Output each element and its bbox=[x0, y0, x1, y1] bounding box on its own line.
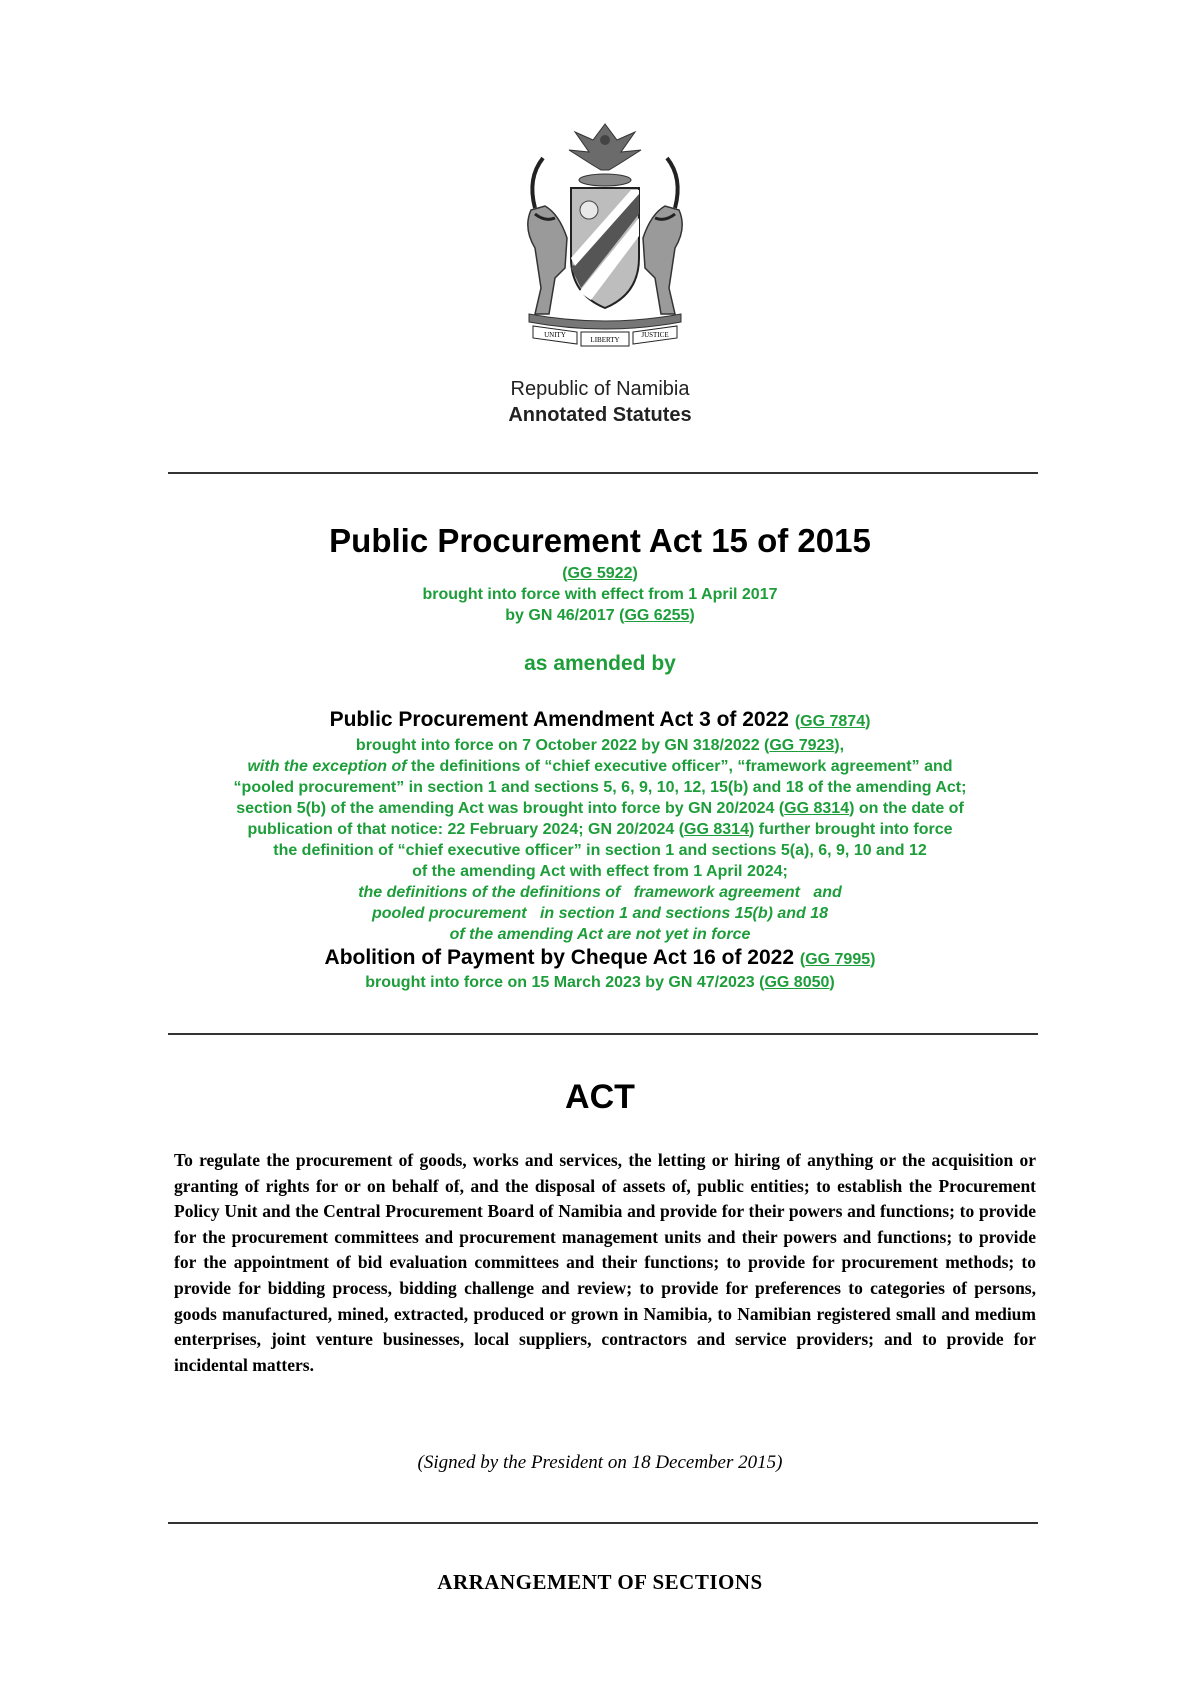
amended-by-heading: as amended by bbox=[524, 652, 676, 675]
amendment-1-line: with the exception of the definitions of “chief executive officer”, “framework agreement” and bbox=[247, 758, 953, 775]
gazette-link[interactable]: GG 5922 bbox=[567, 565, 633, 582]
commencement-line-1: brought into force with effect from 1 April 2017 bbox=[422, 586, 778, 603]
signed-note: (Signed by the President on 18 December 2015) bbox=[417, 1452, 783, 1473]
motto-center: LIBERTY bbox=[590, 336, 620, 344]
motto-right: JUSTICE bbox=[641, 331, 669, 339]
amendment-1-line: the definition of “chief executive officer” in section 1 and sections 5(a), 6, 9, 10 and 12 bbox=[273, 842, 927, 859]
motto-left: UNITY bbox=[544, 331, 566, 339]
gazette-link[interactable]: GG 6255 bbox=[624, 607, 690, 624]
gazette-link[interactable]: GG 8050 bbox=[764, 974, 830, 991]
act-title: Public Procurement Act 15 of 2015 bbox=[329, 522, 871, 559]
commencement-line-2: by GN 46/2017 (GG 6255) bbox=[505, 607, 695, 624]
amendment-1-line: the definitions of the definitions of framework agreement and bbox=[358, 884, 842, 901]
gazette-link[interactable]: GG 8314 bbox=[784, 800, 850, 817]
gazette-link[interactable]: GG 8314 bbox=[684, 821, 749, 838]
amendment-1-line: of the amending Act are not yet in force bbox=[449, 926, 751, 943]
arrangement-heading: ARRANGEMENT OF SECTIONS bbox=[437, 1570, 763, 1594]
gazette-line: (GG 5922) bbox=[562, 565, 638, 582]
amendment-1-line: publication of that notice: 22 February 2024; GN 20/2024 (GG 8314) further brought into force bbox=[247, 821, 953, 838]
amendment-1-line: “pooled procurement” in section 1 and sections 5, 6, 9, 10, 12, 15(b) and 18 of the amending Act; bbox=[233, 779, 967, 796]
republic-label: Republic of Namibia bbox=[510, 378, 690, 400]
amendment-1-line: pooled procurement in section 1 and sections 15(b) and 18 bbox=[371, 905, 829, 922]
amendment-1-line: section 5(b) of the amending Act was brought into force by GN 20/2024 (GG 8314) on the date of bbox=[236, 800, 964, 817]
amendment-2-title: Abolition of Payment by Cheque Act 16 of 2022 (GG 7995) bbox=[324, 946, 876, 969]
long-title: To regulate the procurement of goods, works and services, the letting or hiring of anything or the acquisition or granting of rights for or on behalf of, and the disposal of assets of, public entities; to establish the Procurement Policy Unit and the Central Procurement Board of Namibia and provide for their powers and functions; to provide for the procurement committees and procurement management units and their powers and functions; to provide for the appointment of bid evaluation committees and their functions; to provide for procurement methods; to provide for bidding process, bidding challenge and review; to provide for preferences to categories of persons, goods manufactured, mined, extracted, produced or grown in Namibia, to Namibian registered small and medium enterprises, joint venture businesses, local suppliers, contractors and service providers; and to provide for incidental matters. bbox=[174, 1150, 1036, 1375]
coat-of-arms-icon bbox=[505, 118, 705, 350]
act-heading: ACT bbox=[565, 1078, 635, 1116]
divider bbox=[168, 472, 1038, 474]
amendment-1-title: Public Procurement Amendment Act 3 of 2022 (GG 7874) bbox=[329, 708, 871, 731]
annotated-statutes-label: Annotated Statutes bbox=[508, 404, 692, 426]
gazette-link[interactable]: GG 7995 bbox=[805, 951, 871, 968]
gazette-link[interactable]: GG 7923 bbox=[769, 737, 835, 754]
divider bbox=[168, 1522, 1038, 1524]
divider bbox=[168, 1033, 1038, 1035]
amendment-1-line: of the amending Act with effect from 1 April 2024; bbox=[412, 863, 788, 880]
amendment-2-line: brought into force on 15 March 2023 by GN 47/2023 (GG 8050) bbox=[365, 974, 835, 991]
amendment-1-line: brought into force on 7 October 2022 by GN 318/2022 (GG 7923), bbox=[355, 737, 845, 754]
gazette-link[interactable]: GG 7874 bbox=[800, 713, 866, 730]
